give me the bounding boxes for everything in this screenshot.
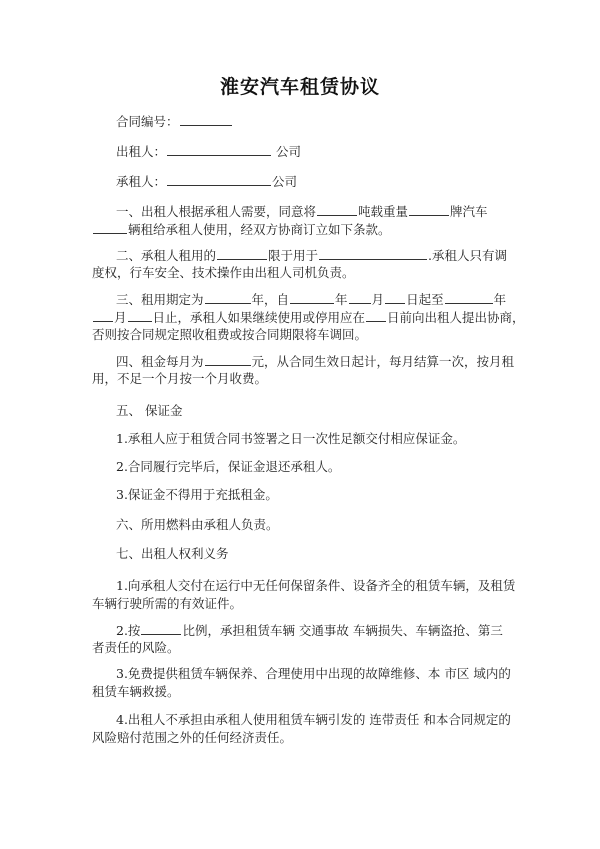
p1-text: 牌汽车 xyxy=(450,204,488,219)
p3-text: 日前向出租人提出协商， xyxy=(387,310,525,325)
section-7-heading: 七、出租人权利义务 xyxy=(116,546,229,561)
p3-text: 年，自 xyxy=(251,292,290,307)
p3-text: 月 xyxy=(371,292,385,307)
p3-line3 xyxy=(92,327,367,343)
p1-text: 一、出租人根据承租人需要，同意将 xyxy=(116,204,317,219)
p2-text: 限于用于 xyxy=(268,248,319,263)
section-7-item-4-line1: 4.出租人不承担由承租人使用租赁车辆引发的 连带责任 和本合同规定的 xyxy=(116,712,511,727)
blank xyxy=(317,203,357,216)
blank xyxy=(93,221,127,234)
lessee-label: 承租人： xyxy=(116,174,167,189)
blank xyxy=(409,203,449,216)
lessee-line xyxy=(116,173,297,190)
s7-2-text: 2.按 xyxy=(116,623,141,638)
p3-text: 否则按合同规定照收租费或按合同期限将车调回。 xyxy=(92,327,368,342)
section-5-item-1: 1.承租人应于租赁合同书签署之日一次性足额交付相应保证金。 xyxy=(116,431,466,446)
contract-number-label: 合同编号： xyxy=(116,114,179,129)
section-5-item-2: 2.合同履行完毕后，保证金退还承租人。 xyxy=(116,459,341,474)
lessee-blank xyxy=(167,173,271,186)
section-6: 六、所用燃料由承租人负责。 xyxy=(116,517,279,532)
blank xyxy=(445,291,493,304)
p3-line1 xyxy=(116,291,506,308)
p3-text: 日起至 xyxy=(406,292,444,307)
lessor-suffix: 公司 xyxy=(276,144,302,159)
blank xyxy=(366,309,386,322)
blank xyxy=(93,309,113,322)
contract-number-line xyxy=(116,113,233,130)
p3-text: 年 xyxy=(335,292,348,307)
p4-line1 xyxy=(116,353,514,370)
p1-line2 xyxy=(92,221,391,238)
p3-text: 日止，承租人如果继续使用或停用应在 xyxy=(152,310,366,325)
section-7-item-4-line2: 风险赔付范围之外的任何经济责任。 xyxy=(92,730,293,745)
p1-text: 辆租给承租人使用，经双方协商订立如下条款。 xyxy=(128,222,391,237)
section-5-item-3: 3.保证金不得用于充抵租金。 xyxy=(116,487,278,502)
lessor-line xyxy=(116,143,301,160)
blank xyxy=(205,291,251,304)
contract-number-blank xyxy=(180,113,232,126)
p2-text: 二、承租人租用的 xyxy=(116,248,217,263)
p2-text: 度权，行车安全、技术操作由出租人司机负责。 xyxy=(92,265,355,280)
section-7-item-3-line2: 租赁车辆救援。 xyxy=(92,684,180,699)
section-7-item-3-line1: 3.免费提供租赁车辆保养、合理使用中出现的故障维修、本 市区 域内的 xyxy=(116,666,511,681)
p3-line2 xyxy=(92,309,525,326)
p4-text: 四、租金每月为 xyxy=(116,354,204,369)
section-7-item-2-line1 xyxy=(116,622,503,639)
p4-text: 元，从合同生效日起计，每月结算一次，按月租 xyxy=(251,354,515,369)
p4-line2 xyxy=(92,371,267,387)
blank xyxy=(319,247,427,260)
p1-line1 xyxy=(116,203,488,220)
p2-text: .承租人只有调 xyxy=(428,248,508,263)
blank xyxy=(128,309,152,322)
p2-line2 xyxy=(92,265,355,281)
lessor-blank xyxy=(167,143,271,156)
p1-text: 吨载重量 xyxy=(358,204,409,219)
section-7-item-2-line2: 者责任的风险。 xyxy=(92,640,180,655)
blank xyxy=(290,291,334,304)
lessor-label: 出租人： xyxy=(116,144,167,159)
p3-text: 三、租用期定为 xyxy=(116,292,204,307)
blank xyxy=(217,247,267,260)
blank xyxy=(141,622,181,635)
p3-text: 月 xyxy=(114,310,127,325)
blank xyxy=(205,353,251,366)
section-7-item-1-line1: 1.向承租人交付在运行中无任何保留条件、设备齐全的租赁车辆，及租赁 xyxy=(116,578,516,593)
document-title: 淮安汽车租赁协议 xyxy=(219,76,380,98)
blank xyxy=(385,291,405,304)
p3-text: 年 xyxy=(493,292,507,307)
p2-line1 xyxy=(116,247,507,264)
section-7-item-1-line2: 车辆行驶所需的有效证件。 xyxy=(92,596,243,611)
s7-2-text: 比例，承担租赁车辆 交通事故 车辆损失、车辆盗抢、第三 xyxy=(182,623,503,638)
blank xyxy=(349,291,371,304)
lessee-suffix: 公司 xyxy=(272,174,298,189)
p4-text: 用，不足一个月按一个月收费。 xyxy=(92,371,268,386)
section-5-heading: 五、 保证金 xyxy=(116,403,183,418)
